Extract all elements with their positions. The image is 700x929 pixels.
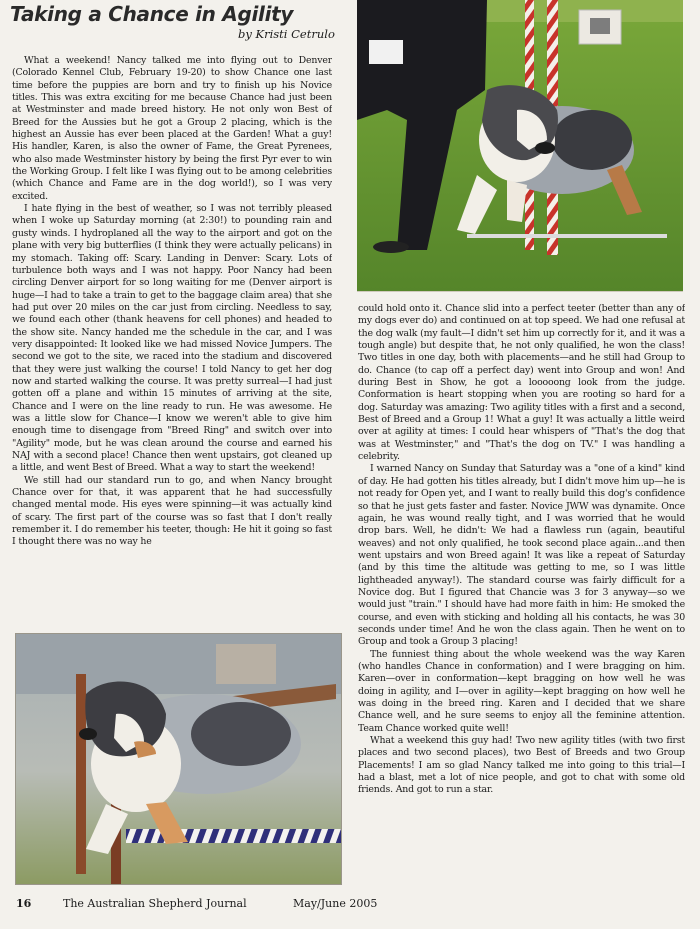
paragraph: We still had our standard run to go, and when Nancy brought Chance over for that, it was apparent that he had successfully changed mental mode. His eyes were spinning—it was actually kind of scary. The first part of the course was so fast that I don't really remember it. I do remember his teeter, though: He hit it going so fast I thought there was no way he — [12, 474, 332, 548]
page-footer — [0, 895, 700, 915]
paragraph: I warned Nancy on Sunday that Saturday was a "one of a kind" kind of day. He had gotten his titles already, but I didn't move him up—he is not ready for Open yet, and I want to really build this dog's confidence so that he just gets faster and faster. Novice JWW was dynamite. Once again, he was wound really tight, and I was worried that he would drop bars. Well, he didn't: We had a flawless run (again, beautiful weaves) and not only qualified, he took second place again...and then went upstairs and won Breed again! It was like a repeat of Saturday (and by this time the altitude was getting to me, so I was little lightheaded anyway!). The standard course was fairly difficult for a Novice dog. But I figured that Chancie was 3 for 3 anyway—so we would just "train." I should have had more faith in him: He smoked the course, and even with sticking and holding all his contacts, he was 30 seconds under time! And he won the class again. Then he went on to Group and took a Group 3 placing! — [358, 463, 685, 648]
paragraph: What a weekend this guy had! Two new agility titles (with two first places and two second places), two Best of Breeds and two Group Placements! I am so glad Nancy talked me into going to this trial—I had a blast, met a lot of nice people, and got to chat with some old friends. And got to run a star. — [358, 735, 685, 796]
article-title: Taking a Chance in Agility — [10, 2, 294, 26]
paragraph: What a weekend! Nancy talked me into flying out to Denver (Colorado Kennel Club, February 19-20) to show Chance one last time before the puppies are born and try to finish up his Novice titles. This was extra exciting for me because Chance had just been at Westminster and made breed history. He not only won Best of Breed for the Aussies but he got a Group 2 placing, which is the highest an Aussie has ever been placed at the Garden! What a guy! His handler, Karen, is also the owner of Fame, the Great Pyrenees, who also made Westminster history by being the first Pyr ever to win the Working Group. I felt like I was flying out to be among celebrities (which Chance and Fame are in the dog world!), so I was very excited. — [12, 55, 332, 202]
paragraph: The funniest thing about the whole weekend was the way Karen (who handles Chance in conformation) and I were bragging on him. Karen—over in conformation—kept bragging on how well he was doing in agility, and I—over in agility—kept bragging on how well he was doing in the breed ring. Karen and I decided that we share Chance well, and he sure seems to enjoy all the feminine attention. Team Chance worked quite well! — [358, 648, 685, 734]
journal-name: The Australian Shepherd Journal — [63, 897, 247, 910]
paragraph: I hate flying in the best of weather, so I was not terribly pleased when I woke up Saturday morning (at 2:30!) to pounding rain and gusty winds. I hydroplaned all the way to the airport and got on the plane with very big butterflies (I think they were actually pelicans) in my stomach. Taking off: Scary. Landing in Denver: Scary. Lots of turbulence both ways and I was not happy. Poor Nancy had been circling Denver airport for so long waiting for me (Denver airport is huge—I had to take a train to get to the baggage claim area) that she had put over 20 miles on the car just from circling. Needless to say, we found each other (thank heavens for cell phones) and headed to the show site. Nancy handed me the schedule in the car, and I was very disappointed: It looked like we had missed Novice Jumpers. The second we got to the site, we raced into the stadium and discovered that they were just walking the course! I told Nancy to get her dog now and started walking the course. It was pretty surreal—I had just gotten off a plane and within 15 minutes of arriving at the site, Chance and I were on the line ready to run. He was awesome. He was a little slow for Chance—I know we weren't able to give him enough time to disengage from "Breed Ring" and switch over into "Agility" mode, but he was clean around the course and earned his NAJ with a second place! Chance then went upstairs, got cleaned up a little, and went Best of Breed. What a way to start the weekend! — [12, 203, 332, 474]
issue-date: May/June 2005 — [293, 897, 378, 910]
right-text-column — [358, 303, 685, 891]
article-byline: by Kristi Cetrulo — [238, 27, 335, 41]
left-text-column — [12, 55, 332, 617]
weave-poles-photo — [357, 0, 683, 292]
paragraph: could hold onto it. Chance slid into a perfect teeter (better than any of my dogs ever do) and continued on at top speed. We had one refusal at the dog walk (my fault—I didn't set him up correctly for it, and it was a tough angle) but despite that, he not only qualified, he won the class! Two titles in one day, both with placements—and he still had Group to do. Chance (to cap off a perfect day) went into Group and won! And during Best in Show, he got a looooong look from the judge. Conformation is heart stopping when you are rooting so hard for a dog. Saturday was amazing: Two agility titles with a first and a second, Best of Breed and a Group 1! What a guy! It was actually a little weird over at agility at times: I could hear whispers of "That's the dog that was at Westminster," and "That's the dog on TV." I was handling a celebrity. — [358, 303, 685, 463]
page-number: 16 — [16, 897, 32, 910]
jump-photo — [15, 633, 342, 885]
